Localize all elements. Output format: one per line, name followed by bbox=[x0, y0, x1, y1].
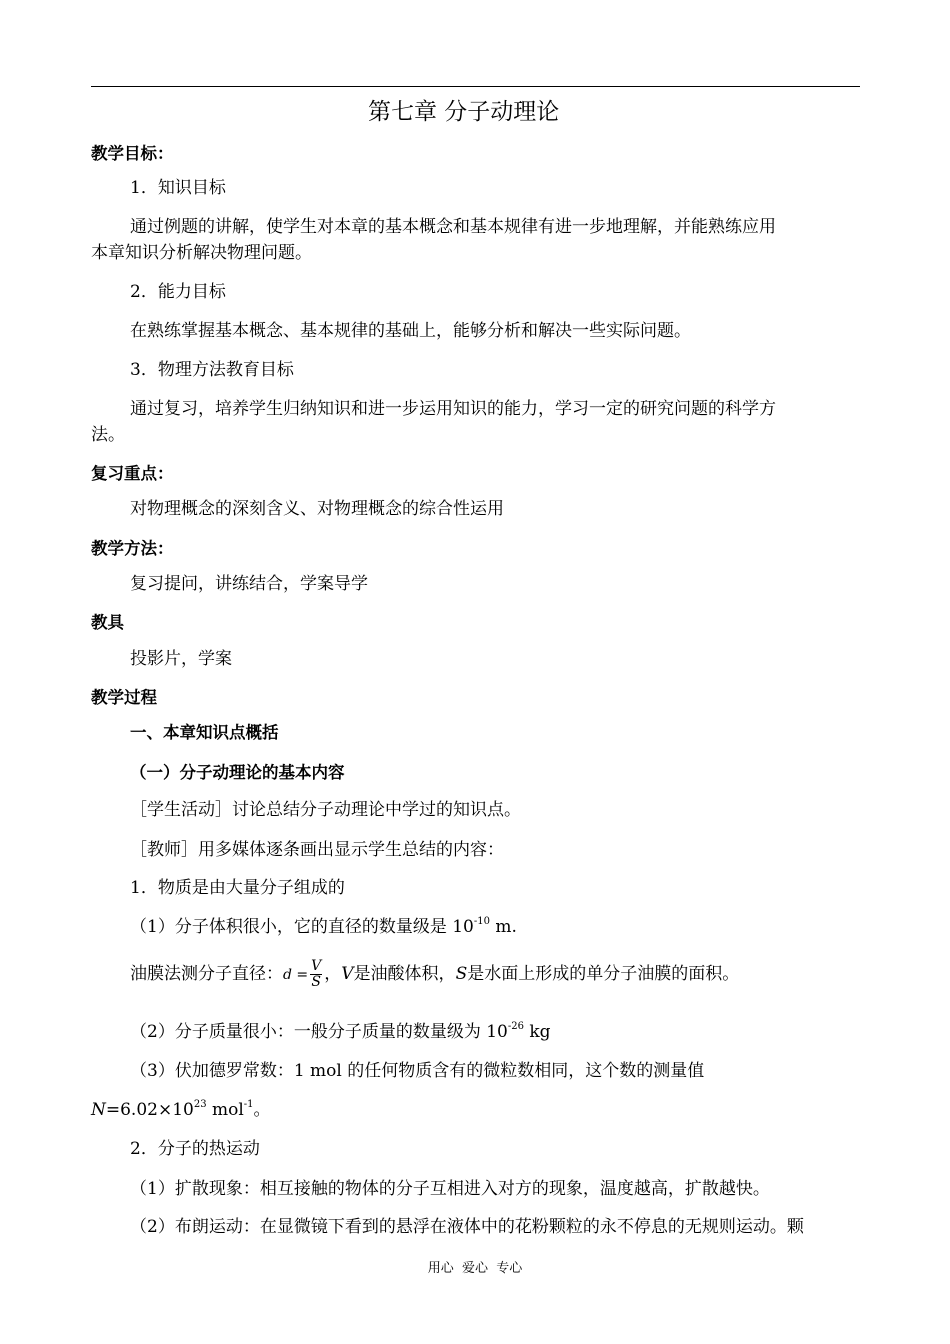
teacher-activity: ［教师］用多媒体逐条画出显示学生总结的内容： bbox=[130, 840, 504, 860]
point-2: 2．分子的热运动 bbox=[130, 1139, 260, 1159]
point-1-3: （3）伏加德罗常数：1 mol 的任何物质含有的微粒数相同，这个数的测量值 bbox=[130, 1061, 705, 1081]
page-footer: 用心 爱心 专心 bbox=[427, 1261, 523, 1276]
review-heading: 复习重点： bbox=[91, 464, 174, 483]
avogadro-exponent: 23 bbox=[193, 1099, 207, 1111]
point-2-2: （2）布朗运动：在显微镜下看到的悬浮在液体中的花粉颗粒的永不停息的无规则运动。颗 bbox=[130, 1217, 804, 1237]
student-activity: ［学生活动］讨论总结分子动理论中学过的知识点。 bbox=[130, 800, 521, 820]
tools-heading: 教具 bbox=[91, 613, 124, 632]
area-description: 是水面上形成的单分子油膜的面积。 bbox=[467, 964, 740, 984]
point-1-1-text: （1）分子体积很小，它的直径的数量级是 10 bbox=[130, 917, 474, 937]
volume-symbol: V bbox=[341, 964, 354, 984]
avogadro-symbol: N bbox=[91, 1100, 106, 1120]
knowledge-objective-text-2: 本章知识分析解决物理问题。 bbox=[91, 243, 312, 263]
oil-film-formula-line bbox=[130, 959, 739, 990]
point-1: 1．物质是由大量分子组成的 bbox=[130, 878, 345, 898]
point-2-1: （1）扩散现象：相互接触的物体的分子互相进入对方的现象，温度越高，扩散越快。 bbox=[130, 1179, 770, 1199]
volume-description: 是油酸体积， bbox=[353, 964, 456, 984]
method-text: 复习提问，讲练结合，学案导学 bbox=[130, 574, 368, 594]
area-symbol: S bbox=[455, 964, 468, 984]
formula-fraction bbox=[310, 959, 322, 990]
ability-objective-text: 在熟练掌握基本概念、基本规律的基础上，能够分析和解决一些实际问题。 bbox=[130, 321, 691, 341]
point-1-1-unit: m. bbox=[489, 917, 517, 937]
process-heading: 教学过程 bbox=[91, 688, 157, 707]
avogadro-number: =6.02×10 bbox=[105, 1100, 194, 1120]
point-1-2-exponent: -26 bbox=[507, 1021, 524, 1033]
method-objective-title: 3．物理方法教育目标 bbox=[130, 360, 294, 380]
avogadro-end: 。 bbox=[253, 1100, 271, 1120]
subsection-1-heading: （一）分子动理论的基本内容 bbox=[130, 763, 345, 782]
formula-equals: = bbox=[291, 967, 309, 983]
tools-text: 投影片，学案 bbox=[130, 649, 232, 669]
method-objective-text-1: 通过复习，培养学生归纳知识和进一步运用知识的能力，学习一定的研究问题的科学方 bbox=[130, 399, 776, 419]
point-1-2 bbox=[130, 1021, 551, 1043]
point-1-2-text: （2）分子质量很小：一般分子质量的数量级为 10 bbox=[130, 1022, 508, 1042]
fraction-denominator: S bbox=[311, 974, 322, 990]
review-text: 对物理概念的深刻含义、对物理概念的综合性运用 bbox=[130, 499, 504, 519]
point-1-1-exponent: -10 bbox=[473, 916, 490, 928]
method-objective-text-2: 法。 bbox=[91, 425, 125, 445]
ability-objective-title: 2．能力目标 bbox=[130, 282, 226, 302]
avogadro-unit: mol bbox=[206, 1100, 244, 1120]
fraction-numerator: V bbox=[311, 958, 322, 974]
avogadro-value bbox=[91, 1099, 271, 1121]
header-rule bbox=[91, 86, 860, 87]
knowledge-objective-title: 1．知识目标 bbox=[130, 178, 226, 198]
objectives-heading: 教学目标： bbox=[91, 144, 174, 163]
oil-film-label: 油膜法测分子直径： bbox=[130, 964, 283, 984]
point-1-1 bbox=[130, 916, 517, 938]
formula-d: d bbox=[283, 967, 292, 983]
section-1-heading: 一、本章知识点概括 bbox=[130, 723, 279, 742]
avogadro-unit-exponent: -1 bbox=[243, 1099, 254, 1111]
formula-comma: ， bbox=[324, 964, 342, 984]
knowledge-objective-text-1: 通过例题的讲解，使学生对本章的基本概念和基本规律有进一步地理解，并能熟练应用 bbox=[130, 217, 776, 237]
point-1-2-unit: kg bbox=[523, 1022, 551, 1042]
method-heading: 教学方法： bbox=[91, 539, 174, 558]
chapter-title: 第七章 分子动理论 bbox=[368, 99, 560, 125]
